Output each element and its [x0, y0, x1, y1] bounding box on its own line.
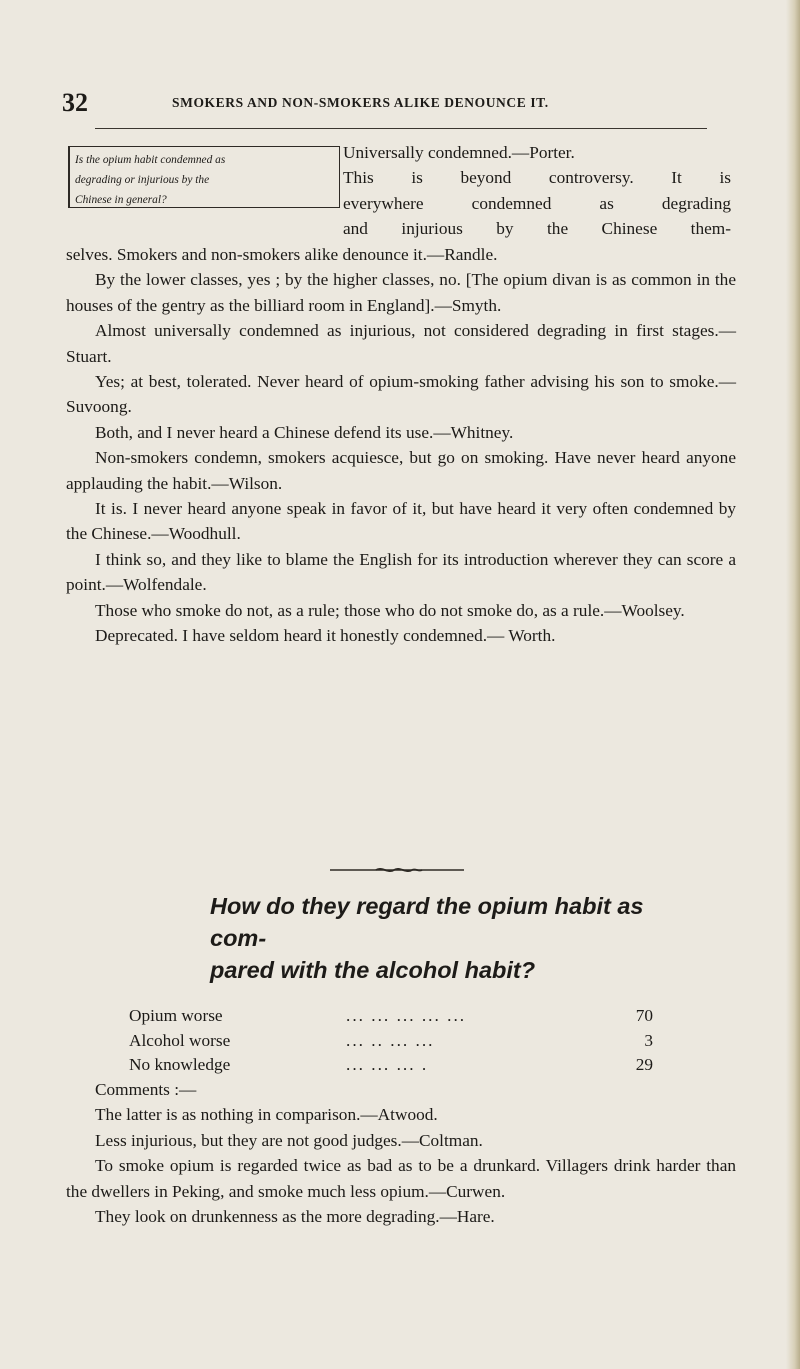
result-row [129, 1004, 669, 1029]
survey-results [129, 1004, 669, 1078]
page-number: 32 [62, 88, 88, 117]
sidenote-line: degrading or injurious by the [75, 174, 210, 186]
comment-paragraph: Less injurious, but they are not good judges.—Coltman. [95, 1130, 483, 1150]
paragraph: Deprecated. I have seldom heard it honestly condemned.— Worth. [95, 626, 556, 646]
paragraph: Yes; at best, tolerated. Never heard of opium-smoking father advising his son to smoke.— Suvoong. [66, 372, 736, 417]
result-label: Opium worse [129, 1006, 223, 1025]
comments-section [66, 1077, 736, 1229]
wrapped-line: everywhere condemned as degrading [343, 193, 731, 213]
result-count: 3 [644, 1030, 653, 1050]
page-edge [786, 0, 800, 1369]
comment-paragraph: To smoke opium is regarded twice as bad as to be a drunkard. Villagers drink harder than the dwellers in Peking, and smoke much less opium.—Curwen. [66, 1156, 736, 1201]
leader-dots: ... ... ... ... ... [346, 1006, 467, 1025]
result-row [129, 1053, 669, 1078]
section-heading [210, 890, 680, 986]
result-count: 29 [635, 1055, 653, 1074]
paragraph: Those who smoke do not, as a rule; those who do not smoke do, as a rule.—Woolsey. [95, 600, 685, 620]
comment-paragraph: The latter is as nothing in comparison.—Atwood. [95, 1105, 438, 1125]
wrapped-line: Universally condemned.—Porter. [343, 143, 575, 162]
result-label: Alcohol worse [129, 1030, 231, 1050]
leader-dots: ... .. ... ... [346, 1030, 435, 1050]
paragraph: I think so, and they like to blame the English for its introduction wherever they can score a point.—Wolfendale. [66, 549, 736, 595]
result-count: 70 [635, 1006, 653, 1025]
paragraph: Almost universally condemned as injurious, not considered degrading in first stages.—Stuart. [66, 321, 736, 366]
marginal-question-box [68, 146, 340, 208]
running-head: SMOKERS AND NON-SMOKERS ALIKE DENOUNCE IT. [172, 95, 549, 110]
sidenote-line: Is the opium habit condemned as [75, 154, 226, 166]
section-ornament [330, 867, 464, 873]
result-label: No knowledge [129, 1055, 231, 1074]
answers-body [66, 242, 736, 649]
comment-paragraph: They look on drunkenness as the more degrading.—Hare. [95, 1207, 495, 1227]
first-paragraph-wrapped [343, 140, 731, 242]
paragraph: By the lower classes, yes ; by the higher classes, no. [The opium divan is as common in the houses of the gentry as the billiard room in England].—Smyth. [66, 270, 736, 315]
header-rule [95, 128, 707, 129]
heading-line: How do they regard the opium habit as com- [210, 893, 644, 951]
leader-dots: ... ... ... . [346, 1055, 429, 1074]
sidenote-line: Chinese in general? [75, 194, 167, 206]
heading-line: pared with the alcohol habit? [210, 957, 536, 983]
wrapped-line: and injurious by the Chinese them- [343, 219, 731, 239]
paragraph: Both, and I never heard a Chinese defend its use.—Whitney. [95, 422, 514, 442]
comments-label: Comments :— [95, 1080, 197, 1099]
wrapped-line: This is beyond controversy. It is [343, 168, 731, 188]
page-header [62, 88, 722, 117]
paragraph-continuation: selves. Smokers and non-smokers alike denounce it.—Randle. [66, 245, 498, 264]
paragraph: Non-smokers condemn, smokers acquiesce, but go on smoking. Have never heard anyone applauding the habit.—Wilson. [66, 448, 736, 493]
paragraph: It is. I never heard anyone speak in favor of it, but have heard it very often condemned by the Chinese.—Woodhull. [66, 499, 736, 544]
result-row [129, 1029, 669, 1054]
